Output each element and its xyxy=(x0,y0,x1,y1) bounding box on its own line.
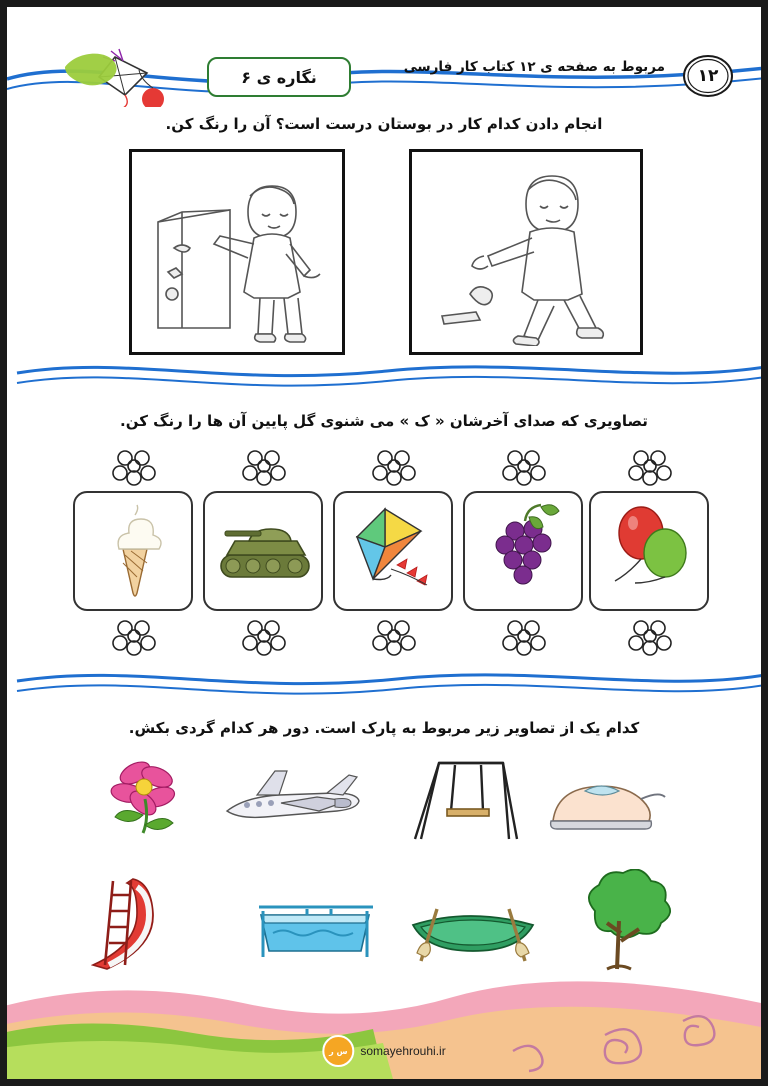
header-subtitle: مربوط به صفحه ی ۱۲ کتاب کار فارسی xyxy=(403,59,665,75)
picture-clothes-iron[interactable] xyxy=(541,769,671,843)
flower-outline[interactable] xyxy=(111,447,157,487)
picture-airplane[interactable] xyxy=(217,759,367,843)
flower-outline[interactable] xyxy=(501,617,547,657)
flower-outline[interactable] xyxy=(627,447,673,487)
picture-card-tank[interactable] xyxy=(203,491,323,611)
picture-card-grapes[interactable] xyxy=(463,491,583,611)
flower-outline[interactable] xyxy=(371,447,417,487)
picture-card-ice-cream[interactable] xyxy=(73,491,193,611)
picture-swing-set[interactable] xyxy=(399,753,529,847)
swimming-pool-icon xyxy=(245,889,385,969)
flower-outline[interactable] xyxy=(501,447,547,487)
picture-swimming-pool[interactable] xyxy=(245,889,385,973)
wave-divider-2 xyxy=(7,667,768,697)
page-number-badge xyxy=(681,53,735,99)
pink-flower-icon xyxy=(95,757,205,837)
picture-card-balloons[interactable] xyxy=(589,491,709,611)
picture-pink-flower[interactable] xyxy=(95,757,205,841)
ice-cream-cone-icon xyxy=(79,493,191,605)
site-stamp xyxy=(322,1035,445,1067)
kite-icon xyxy=(339,493,451,605)
sketch-boy-littering xyxy=(409,149,643,355)
sketch-2-drawing xyxy=(418,152,640,346)
airplane-icon xyxy=(217,759,367,839)
stamp-label: س ر xyxy=(329,1046,348,1056)
flower-outline[interactable] xyxy=(241,617,287,657)
site-url-text: somayehrouhi.ir xyxy=(360,1044,446,1058)
canoe-icon xyxy=(403,891,543,971)
flower-outline[interactable] xyxy=(627,617,673,657)
flower-outline[interactable] xyxy=(241,447,287,487)
balloons-icon xyxy=(595,493,707,605)
picture-canoe-boat[interactable] xyxy=(403,891,543,975)
instruction-section-3: کدام یک از تصاویر زیر مربوط به پارک است. دور هر کدام گردی بکش. xyxy=(128,719,640,737)
page-inner xyxy=(7,7,761,1079)
military-tank-icon xyxy=(209,493,321,605)
footer-decoration xyxy=(7,969,761,1079)
slide-icon xyxy=(91,873,211,973)
worksheet-label-text: نگاره ی ۶ xyxy=(241,67,317,87)
tree-icon xyxy=(563,869,683,979)
grapes-icon xyxy=(469,493,581,605)
wave-divider-1 xyxy=(7,359,768,389)
picture-tree[interactable] xyxy=(563,869,683,983)
instruction-section-2: تصاویری که صدای آخرشان « ک » می شنوی گل پایین آن ها را رنگ کن. xyxy=(120,412,648,430)
flower-outline[interactable] xyxy=(111,617,157,657)
worksheet-label-box xyxy=(207,57,351,97)
instruction-section-1: انجام دادن کدام کار در بوستان درست است؟ آن را رنگ کن. xyxy=(165,115,603,133)
stamp-logo-icon xyxy=(322,1035,354,1067)
picture-playground-slide[interactable] xyxy=(91,873,211,977)
clothes-iron-icon xyxy=(541,769,671,839)
flower-outline[interactable] xyxy=(371,617,417,657)
page-number-text: ۱۲ xyxy=(697,66,719,86)
sketch-1-drawing xyxy=(138,152,342,346)
swing-set-icon xyxy=(399,753,529,843)
sketch-boy-throwing-trash xyxy=(129,149,345,355)
picture-card-kite[interactable] xyxy=(333,491,453,611)
